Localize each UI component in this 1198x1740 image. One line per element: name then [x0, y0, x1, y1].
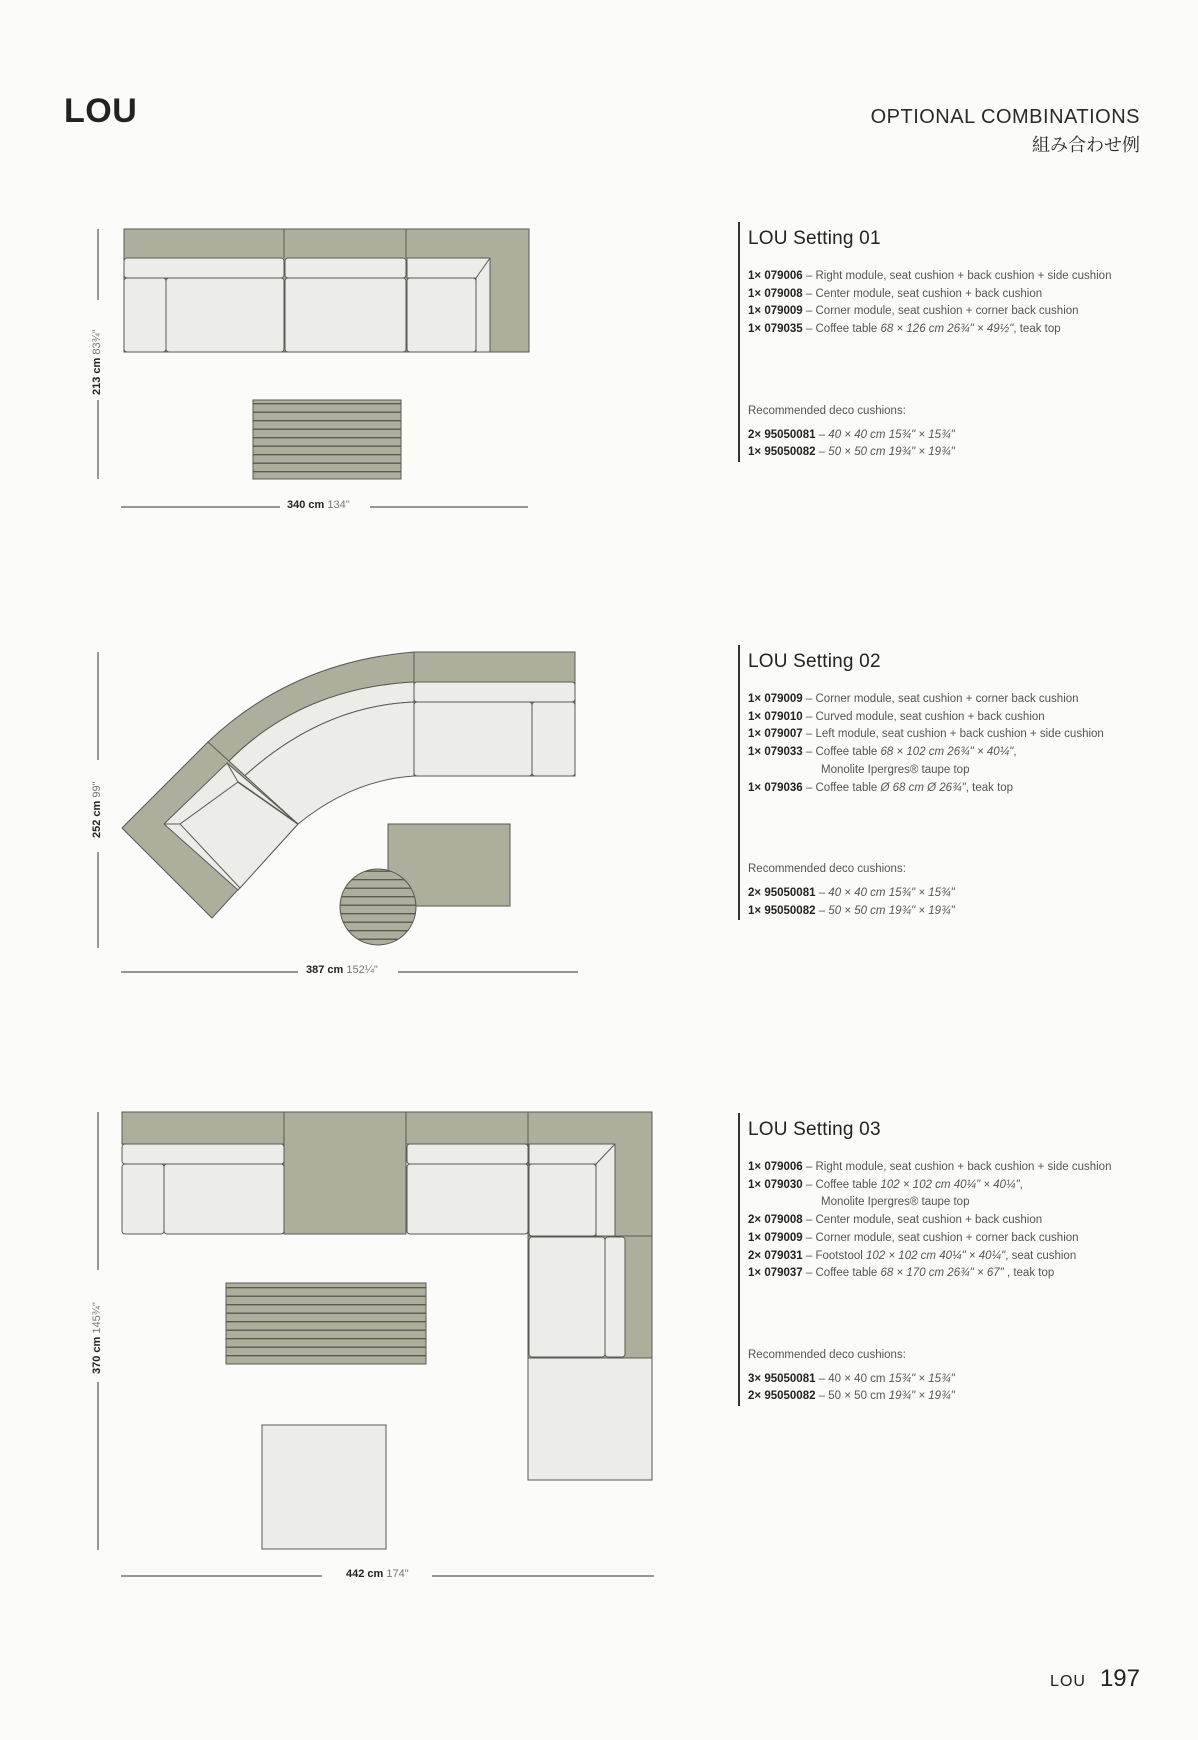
- back-cushion: [605, 1237, 625, 1357]
- side-cushion: [532, 702, 575, 776]
- setting-02-spec: [738, 645, 1168, 920]
- back-cushion: [414, 682, 575, 702]
- footstool: [528, 1358, 652, 1480]
- setting-01-width: 340 cm 134": [287, 499, 350, 511]
- setting-title: LOU Setting 03: [748, 1119, 881, 1140]
- deco-line: 2× 95050081 – 40 × 40 cm 15¾" × 15¾": [748, 886, 955, 899]
- seat-cushion: [529, 1237, 605, 1357]
- setting-01-spec: [738, 222, 1168, 462]
- item-line: 1× 079030 – Coffee table 102 × 102 cm 40¼" × 40¼",: [748, 1178, 1023, 1191]
- setting-02-width: 387 cm 152¼": [306, 964, 378, 976]
- footstool: [262, 1425, 386, 1549]
- deco-line: 2× 95050082 – 50 × 50 cm 19¾" × 19¾": [748, 1390, 955, 1403]
- setting-01-plan: [98, 229, 529, 507]
- teak-coffee-table: [253, 400, 401, 479]
- deco-line: 2× 95050081 – 40 × 40 cm 15¾" × 15¾": [748, 428, 955, 441]
- deco-line: 1× 95050082 – 50 × 50 cm 19¾" × 19¾": [748, 446, 955, 459]
- seat-cushion: [166, 278, 284, 352]
- back-cushion: [407, 1144, 528, 1164]
- side-cushion: [122, 1164, 164, 1234]
- deco-line: 1× 95050082 – 50 × 50 cm 19¾" × 19¾": [748, 904, 955, 917]
- seat-cushion: [529, 1164, 596, 1236]
- taupe-coffee-table: [284, 1112, 406, 1234]
- item-line: 1× 079006 – Right module, seat cushion + back cushion + side cushion: [748, 1161, 1112, 1173]
- back-cushion: [122, 1144, 284, 1164]
- brand-title: LOU: [64, 92, 138, 130]
- item-line: 1× 079037 – Coffee table 68 × 170 cm 26¾" × 67" , teak top: [748, 1267, 1055, 1280]
- teak-coffee-table: [226, 1283, 426, 1364]
- deco-heading: Recommended deco cushions:: [748, 863, 906, 876]
- seat-cushion: [407, 278, 476, 352]
- seat-cushion: [285, 278, 406, 352]
- setting-02-plan: [98, 652, 578, 972]
- deco-line: 3× 95050081 – 40 × 40 cm 15¾" × 15¾": [748, 1372, 955, 1385]
- setting-title: LOU Setting 01: [748, 228, 881, 249]
- back-cushion: [285, 258, 406, 278]
- setting-03-spec: [738, 1113, 1168, 1406]
- seat-cushion: [414, 702, 532, 776]
- seat-cushion: [407, 1164, 528, 1234]
- item-line: 1× 079009 – Corner module, seat cushion + corner back cushion: [748, 1231, 1079, 1244]
- page-footer: [1050, 1665, 1140, 1693]
- item-line: 1× 079035 – Coffee table 68 × 126 cm 26¾" × 49½", teak top: [748, 323, 1061, 336]
- setting-03-depth: 370 cm 145¾": [91, 1302, 103, 1374]
- section-title-jp: 組み合わせ例: [1032, 135, 1140, 155]
- seat-cushion: [164, 1164, 284, 1234]
- item-line: 1× 079036 – Coffee table Ø 68 cm Ø 26¾", teak top: [748, 781, 1014, 794]
- back-cushion: [124, 258, 284, 278]
- setting-03-plan: [98, 1112, 654, 1576]
- item-line: 1× 079009 – Corner module, seat cushion + corner back cushion: [748, 305, 1079, 318]
- setting-01-depth: 213 cm 83¾": [91, 329, 103, 395]
- item-line: 1× 079006 – Right module, seat cushion + back cushion + side cushion: [748, 270, 1112, 282]
- item-line: 1× 079010 – Curved module, seat cushion + back cushion: [748, 710, 1045, 723]
- item-line: 1× 079008 – Center module, seat cushion + back cushion: [748, 287, 1043, 300]
- page-number: 197: [1099, 1665, 1140, 1692]
- footer-brand: LOU: [1050, 1673, 1086, 1690]
- item-line: 1× 079033 – Coffee table 68 × 102 cm 26¾" × 40¼",: [748, 746, 1017, 759]
- item-continuation: Monolite Ipergres® taupe top: [821, 1196, 970, 1209]
- item-line: 2× 079031 – Footstool 102 × 102 cm 40¼" × 40¼", seat cushion: [748, 1249, 1077, 1262]
- setting-03-width: 442 cm 174": [346, 1568, 409, 1580]
- deco-heading: Recommended deco cushions:: [748, 404, 906, 417]
- setting-02-depth: 252 cm 99": [91, 781, 103, 838]
- item-line: 1× 079007 – Left module, seat cushion + back cushion + side cushion: [748, 728, 1104, 741]
- side-cushion: [124, 278, 166, 352]
- item-line: 2× 079008 – Center module, seat cushion + back cushion: [748, 1214, 1043, 1227]
- deco-heading: Recommended deco cushions:: [748, 1348, 906, 1361]
- item-line: 1× 079009 – Corner module, seat cushion + corner back cushion: [748, 693, 1079, 705]
- item-continuation: Monolite Ipergres® taupe top: [821, 763, 970, 776]
- section-title-en: OPTIONAL COMBINATIONS: [870, 106, 1140, 128]
- setting-title: LOU Setting 02: [748, 651, 881, 672]
